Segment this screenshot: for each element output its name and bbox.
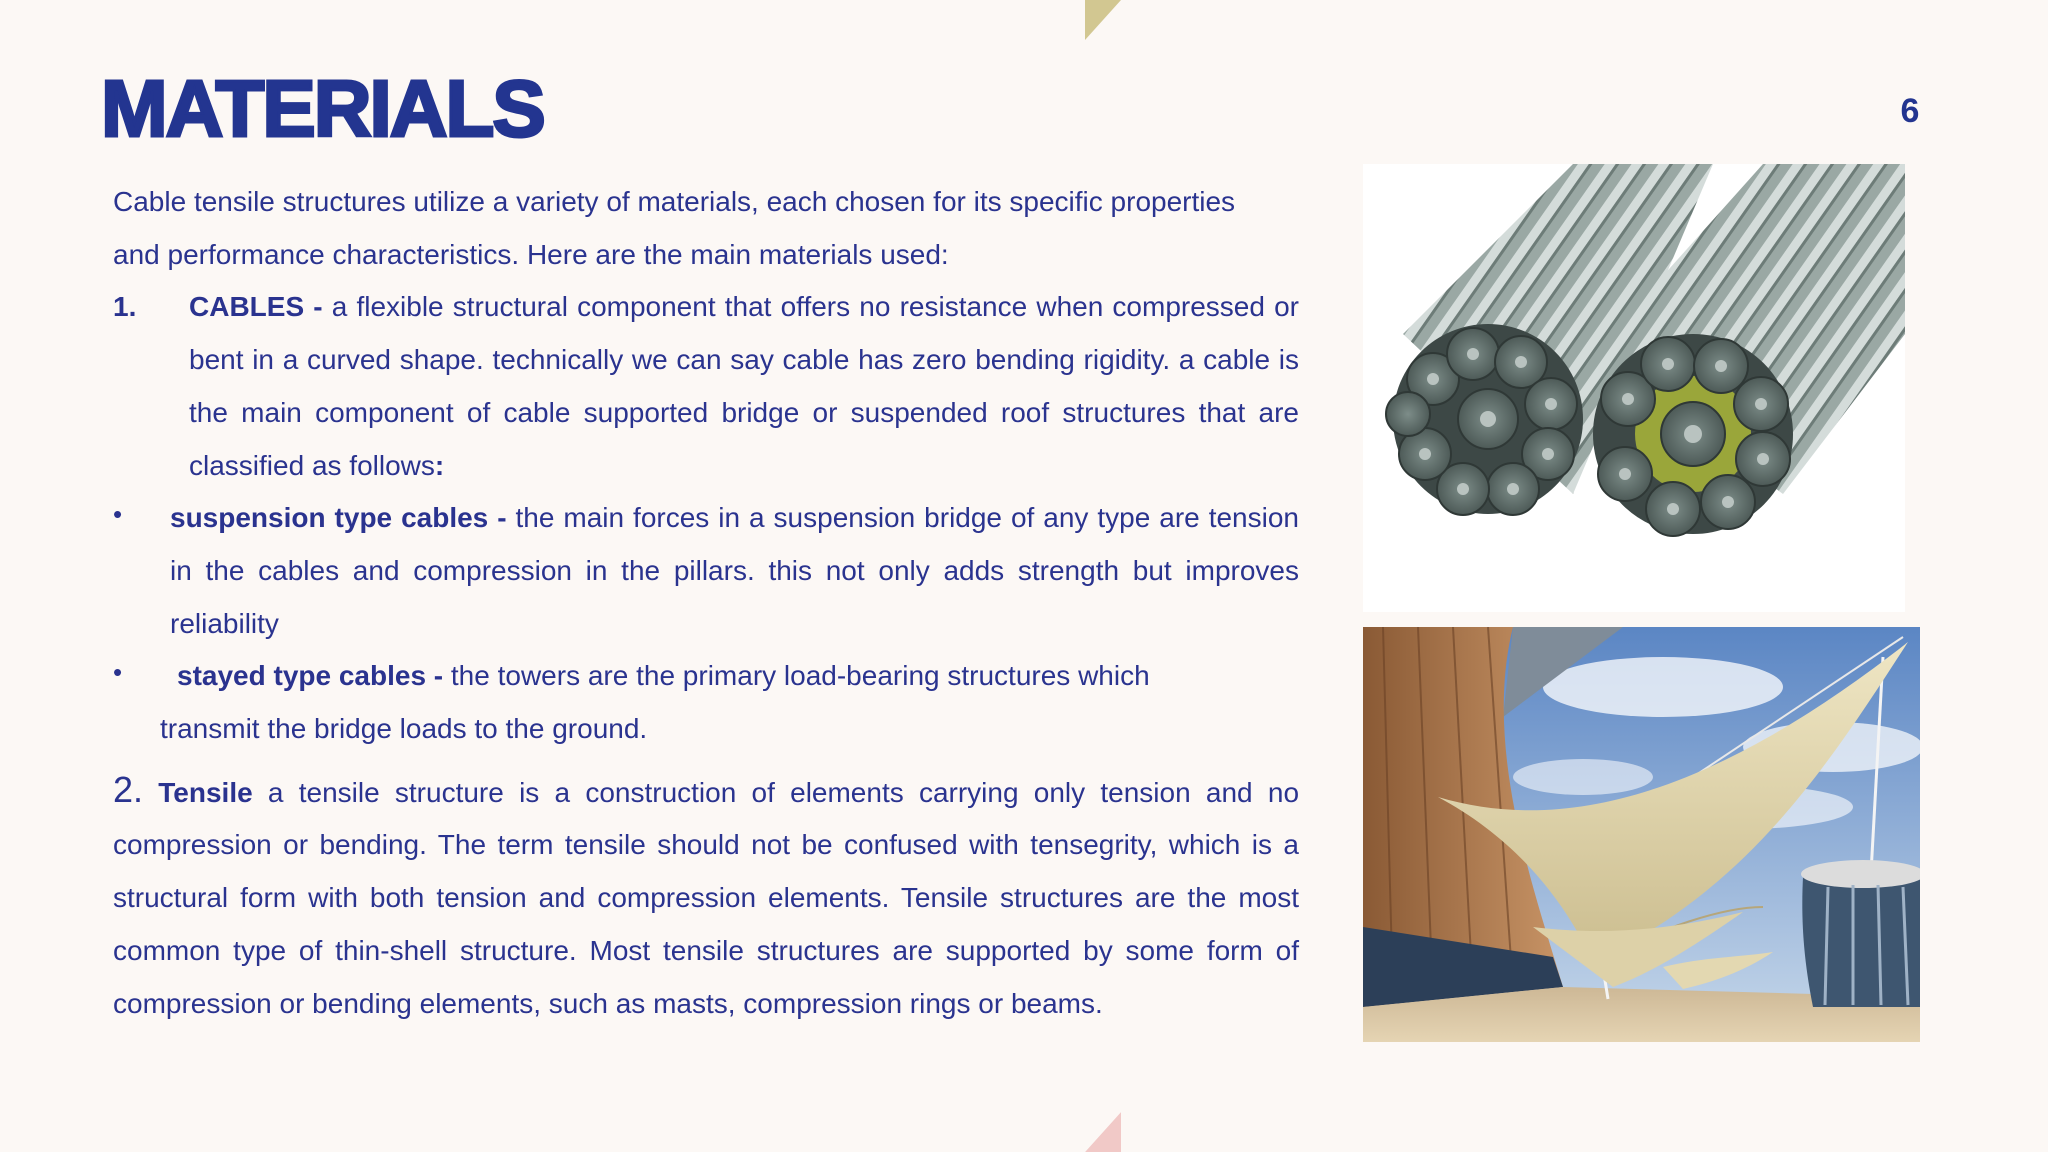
page-number: 6 <box>1900 92 1920 130</box>
tensile-canopy-photo <box>1363 627 1920 1042</box>
bullet-stayed <box>113 650 1299 755</box>
stayed-line-2: transmit the bridge loads to the ground. <box>160 713 648 745</box>
body-text <box>113 176 1299 1030</box>
slide-title: MATERIALS <box>101 64 544 153</box>
list-number-2: 2. <box>113 768 144 810</box>
list-item-cables <box>113 281 1299 492</box>
bullet-suspension <box>113 492 1299 650</box>
tensile-paragraph <box>113 764 1299 1031</box>
tensile-term: Tensile <box>158 776 253 808</box>
stayed-line-1 <box>113 650 1299 703</box>
suspension-term: suspension type cables - <box>170 502 507 534</box>
cables-text: a flexible structural component that offers no resistance when compressed or bent in a curved shape. technically we can say cable has zero bending rigidity. a cable is the main component of cable supported bridge or suspended roof structures that are classified as follows <box>189 291 1299 481</box>
intro-line-1: Cable tensile structures utilize a variety of materials, each chosen for its specific properties <box>113 186 1236 217</box>
bullet-icon: • <box>113 499 123 530</box>
list-number-1: 1. <box>113 291 137 323</box>
suspension-text: the main forces in a suspension bridge of any type are tension in the cables and compression in the pillars. this not only adds strength but improves reliability <box>170 502 1299 639</box>
tensile-text: a tensile structure is a construction of elements carrying only tension and no compression or bending. The term tensile should not be confused with tensegrity, which is a structural form with both tension and compression elements. Tensile structures are the most common type of thin-shell structure. Most tensile structures are supported by some form of compression or bending elements, such as masts, compression rings or beams. <box>113 776 1300 1019</box>
decorative-triangle-top <box>1085 0 1121 40</box>
stayed-text-1: the towers are the primary load-bearing structures which <box>443 660 1150 692</box>
stayed-term: stayed type cables - <box>177 660 444 692</box>
bullet-icon: • <box>113 657 123 688</box>
wire-rope-image <box>1363 164 1905 612</box>
cables-colon: : <box>434 449 445 481</box>
intro-line-2: and performance characteristics. Here are the main materials used: <box>113 238 949 270</box>
decorative-triangle-bottom <box>1085 1112 1121 1152</box>
cables-term: CABLES - <box>189 291 323 323</box>
cables-paragraph <box>113 281 1299 492</box>
suspension-paragraph <box>113 492 1299 650</box>
